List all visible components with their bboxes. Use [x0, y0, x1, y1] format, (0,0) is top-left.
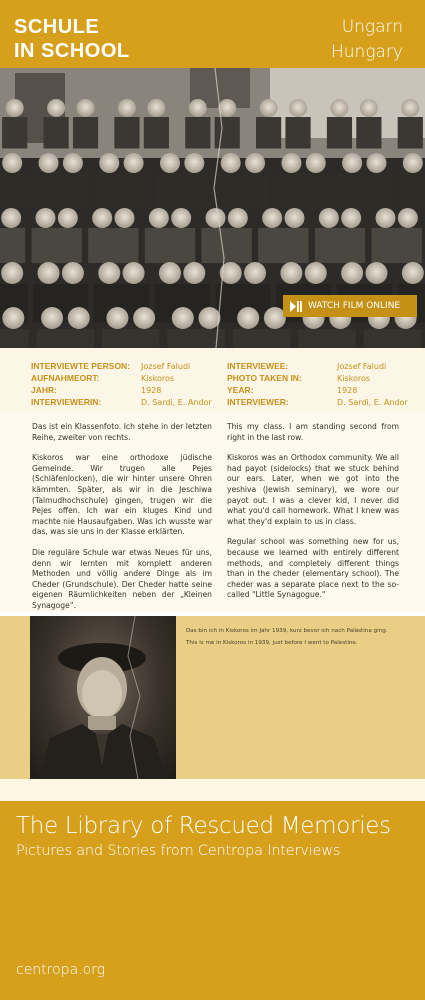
paragraph: Regular school was something new for us, because we learned with entirely different methods, and completely different things than in the cheder (elementary school). The cheder was a separate place next to the so-called "Little Synagogue.": [227, 537, 399, 600]
paragraph: This my class. I am standing second from right in the last row.: [227, 422, 399, 442]
paragraph: Das ist ein Klassenfoto. Ich stehe in der letzten Reihe, zweiter von rechts.: [32, 422, 212, 442]
country-english: Hungary: [330, 42, 403, 62]
meta-value: Jozsef Faludi: [337, 362, 387, 371]
cream-band: [0, 779, 425, 801]
meta-value: Kiskoros: [141, 374, 175, 383]
meta-de-row: [31, 397, 212, 409]
site-link[interactable]: centropa.org: [16, 962, 106, 978]
paragraph: Kiskoros was an Orthodox community. We all had payot (sidelocks) that we stuck behind our ears. Later, when we got into the yeshiva (Jewish seminary), we wore our payot out. I was a clever kid, I never did what you'd call homework. What I knew was what they'd explain to us in class.: [227, 453, 399, 526]
portrait-drawing: [30, 616, 176, 779]
story-text: [0, 412, 425, 612]
meta-value: 1928: [337, 386, 358, 395]
meta-value: 1928: [141, 386, 162, 395]
meta-de-row: [31, 385, 212, 397]
caption-german: Das bin ich in Kiskoros im Jahr 1939, kurz bevor ich nach Palästina ging.: [186, 628, 388, 634]
meta-de-row: [31, 361, 212, 373]
portrait-photo: [30, 616, 176, 779]
library-subtitle: Pictures and Stories from Centropa Interviews: [16, 843, 341, 859]
play-pause-icon: [289, 300, 302, 313]
meta-en-row: [227, 373, 408, 385]
meta-en-row: [227, 397, 408, 409]
watch-film-label: WATCH FILM ONLINE: [308, 301, 401, 311]
meta-label: AUFNAHMEORT:: [31, 373, 100, 383]
meta-block: [0, 348, 425, 412]
meta-de-row: [31, 373, 212, 385]
title-english: IN SCHOOL: [14, 40, 130, 62]
meta-label: YEAR:: [227, 385, 254, 395]
country-german: Ungarn: [341, 17, 403, 37]
library-title: The Library of Rescued Memories: [16, 813, 391, 839]
meta-de: [31, 361, 212, 409]
meta-label: INTERVIEWEE:: [227, 361, 289, 371]
meta-label: INTERVIEWTE PERSON:: [31, 361, 131, 371]
caption-english: This is me in Kiskoros in 1939, just before I went to Palestine.: [186, 640, 358, 646]
header-band: [0, 0, 425, 68]
meta-label: INTERVIEWER:: [227, 397, 289, 407]
story-english: [227, 422, 399, 611]
meta-value: D. Sardi, E. Andor: [337, 398, 408, 407]
meta-en-row: [227, 385, 408, 397]
meta-value: Jozsef Faludi: [141, 362, 191, 371]
title-german: SCHULE: [14, 16, 100, 38]
meta-label: PHOTO TAKEN IN:: [227, 373, 302, 383]
meta-value: Kiskoros: [337, 374, 371, 383]
meta-en: [227, 361, 408, 409]
meta-label: INTERVIEWERIN:: [31, 397, 102, 407]
paragraph: Die reguläre Schule war etwas Neues für uns, denn wir lernten mit komplett anderen Methoden und völlig andere Dinge als im Cheder (Grundschule). Der Cheder hatte seine eigenen Räumlichkeiten neben der „Kleinen Synagoge“.: [32, 547, 212, 610]
meta-value: D. Sardi, E. Andor: [141, 398, 212, 407]
story-german: [32, 422, 212, 622]
watch-film-button[interactable]: [283, 295, 417, 317]
meta-label: JAHR:: [31, 385, 57, 395]
meta-en-row: [227, 361, 408, 373]
paragraph: Kiskoros war eine orthodoxe jüdische Gemeinde. Wir trugen alle Pejes (Schläfenlocken), die wir hinter unsere Ohren kämmten. Später, als wir in die Jeschiwa (Talmudhochschule) gingen, trugen wir die Pejes offen. Ich war ein kluges Kind und machte nie Hausaufgaben. Was ich wusste war das, was sie uns in der Klasse erklärten.: [32, 453, 212, 537]
